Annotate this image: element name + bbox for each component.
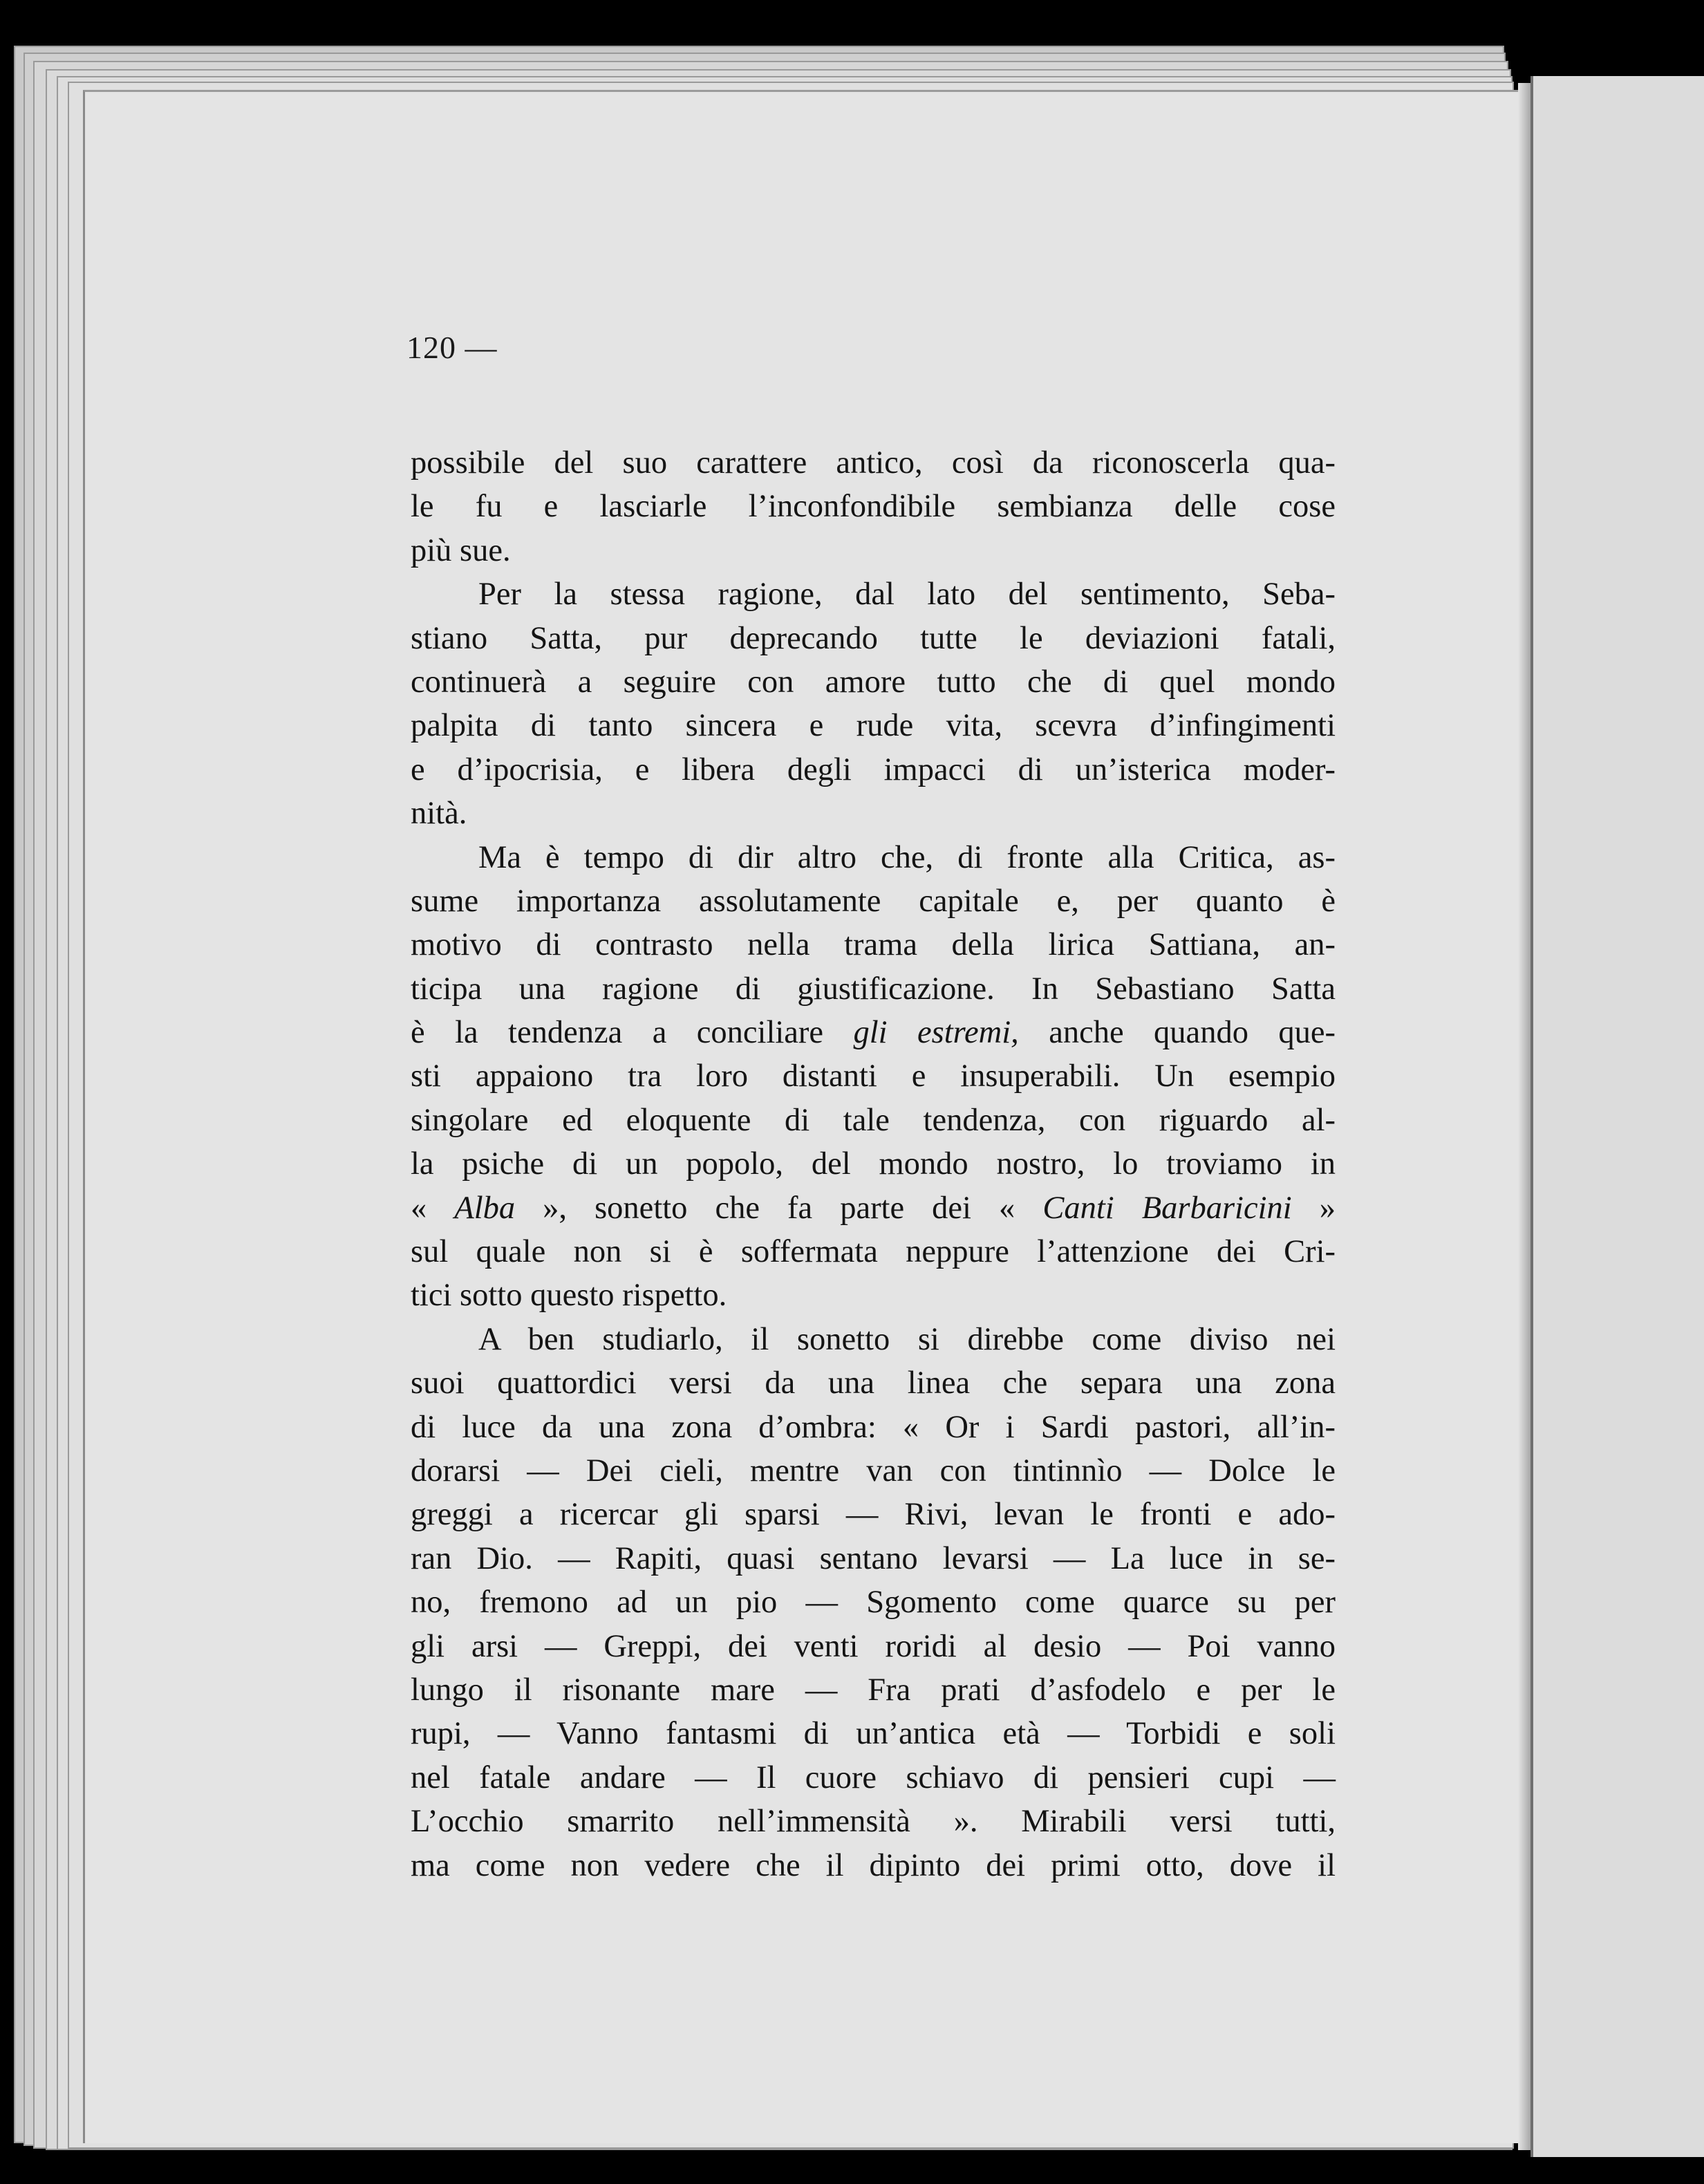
- text-line: sti appaiono tra loro distanti e insuperabili. Un esempio: [411, 1058, 1336, 1094]
- text-line: greggi a ricercar gli sparsi — Rivi, levan le fronti e ado-: [411, 1497, 1336, 1533]
- text-line: [411, 1011, 1336, 1054]
- text-line: sul quale non si è soffermata neppure l’attenzione dei Cri-: [411, 1234, 1336, 1270]
- text-line: suoi quattordici versi da una linea che separa una zona: [411, 1365, 1336, 1401]
- text-line: palpita di tanto sincera e rude vita, scevra d’infingimenti: [411, 708, 1336, 744]
- italic-title: gli estremi,: [853, 1015, 1019, 1051]
- facing-page: [1530, 76, 1704, 2157]
- text-line: no, fremono ad un pio — Sgomento come quarce su per: [411, 1585, 1336, 1621]
- text-line: lungo il risonante mare — Fra prati d’asfodelo e per le: [411, 1672, 1336, 1708]
- text-line: ma come non vedere che il dipinto dei primi otto, dove il: [411, 1847, 1336, 1883]
- text-line: motivo di contrasto nella trama della lirica Sattiana, an-: [411, 927, 1336, 963]
- text-line: [411, 1186, 1336, 1230]
- text-line: ticipa una ragione di giustificazione. In Sebastiano Satta: [411, 971, 1336, 1007]
- text-line: singolare ed eloquente di tale tendenza, con riguardo al-: [411, 1102, 1336, 1138]
- text-segment: anche quando que-: [1018, 1015, 1336, 1051]
- text-segment: è la tendenza a conciliare: [411, 1015, 854, 1051]
- text-line: sume importanza assolutamente capitale e, per quanto è: [411, 883, 1336, 919]
- text-line: nel fatale andare — Il cuore schiavo di pensieri cupi —: [411, 1760, 1336, 1795]
- text-line: A ben studiarlo, il sonetto si direbbe come diviso nei: [478, 1321, 1336, 1357]
- text-line: nità.: [411, 796, 467, 832]
- text-line: più sue.: [411, 532, 511, 568]
- text-line: Ma è tempo di dir altro che, di fronte alla Critica, as-: [478, 839, 1336, 875]
- text-line: la psiche di un popolo, del mondo nostro, lo troviamo in: [411, 1146, 1336, 1182]
- text-line: di luce da una zona d’ombra: « Or i Sardi pastori, all’in-: [411, 1409, 1336, 1445]
- text-line: le fu e lasciarle l’inconfondibile sembianza delle cose: [411, 489, 1336, 525]
- text-line: rupi, — Vanno fantasmi di un’antica età — Torbidi e soli: [411, 1716, 1336, 1752]
- text-line: ran Dio. — Rapiti, quasi sentano levarsi — La luce in se-: [411, 1540, 1336, 1576]
- italic-title: Canti Barbaricini: [1042, 1190, 1292, 1226]
- text-line: stiano Satta, pur deprecando tutte le deviazioni fatali,: [411, 620, 1336, 656]
- text-line: Per la stessa ragione, dal lato del sentimento, Seba-: [478, 577, 1336, 613]
- text-line: e d’ipocrisia, e libera degli impacci di un’isterica moder-: [411, 752, 1336, 787]
- text-line: possibile del suo carattere antico, così da riconoscerla qua-: [411, 445, 1336, 480]
- body-text: [411, 441, 1336, 1887]
- book-gutter-shadow: [1518, 83, 1530, 2150]
- text-segment: «: [411, 1190, 455, 1226]
- text-segment: », sonetto che fa parte dei «: [515, 1190, 1043, 1226]
- text-line: continuerà a seguire con amore tutto che di quel mondo: [411, 664, 1336, 700]
- page-number: 120 —: [406, 330, 498, 365]
- text-line: tici sotto questo rispetto.: [411, 1278, 727, 1314]
- text-segment: »: [1291, 1190, 1336, 1226]
- text-line: gli arsi — Greppi, dei venti roridi al desio — Poi vanno: [411, 1628, 1336, 1664]
- text-line: dorarsi — Dei cieli, mentre van con tintinnìo — Dolce le: [411, 1453, 1336, 1488]
- italic-title: Alba: [454, 1190, 516, 1226]
- text-line: L’occhio smarrito nell’immensità ». Mirabili versi tutti,: [411, 1804, 1336, 1840]
